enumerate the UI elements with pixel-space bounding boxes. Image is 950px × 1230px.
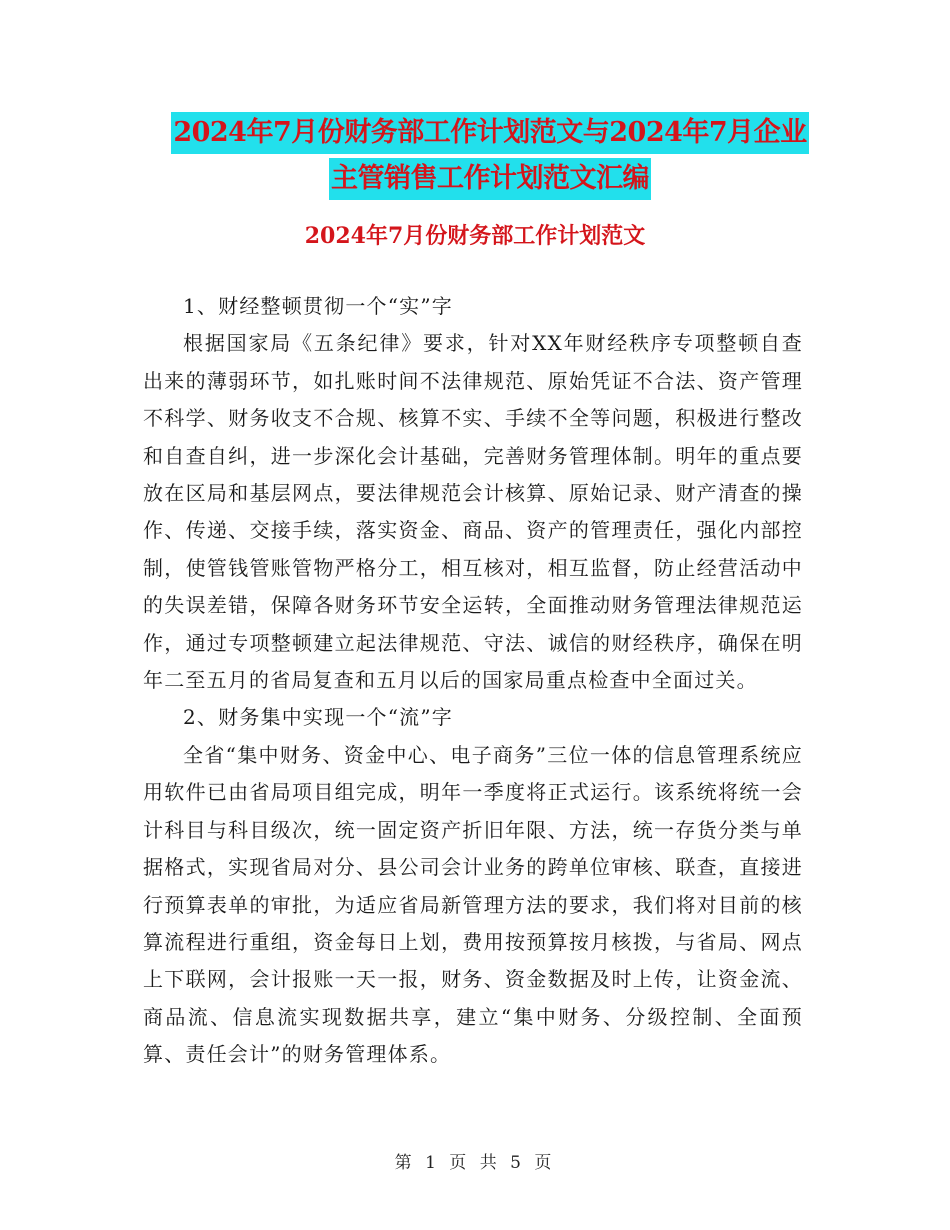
heading-1: 1、财经整顿贯彻一个“实”字 — [183, 294, 453, 318]
title-line-2: 主管销售工作计划范文汇编 — [329, 158, 651, 200]
document-title — [140, 112, 840, 200]
paragraph: 根据国家局《五条纪律》要求，针对XX年财经秩序专项整顿自查出来的薄弱环节，如扎账时间不法律规范、原始凭证不合法、资产管理不科学、财务收支不合规、核算不实、手续不全等问题，积极进行整改和自查自纠，进一步深化会计基础，完善财务管理体制。明年的重点要放在区局和基层网点，要法律规范会计核算、原始记录、财产清查的操作、传递、交接手续，落实资金、商品、资产的管理责任，强化内部控制，使管钱管账管物严格分工，相互核对，相互监督，防止经营活动中的失误差错，保障各财务环节安全运转，全面推动财务管理法律规范运作，通过专项整顿建立起法律规范、守法、诚信的财经秩序，确保在明年二至五月的省局复查和五月以后的国家局重点检查中全面过关。 — [143, 331, 803, 693]
heading-2: 2、财务集中实现一个“流”字 — [183, 705, 453, 730]
document-body — [143, 288, 803, 1074]
title-line-1: 2024年7月份财务部工作计划范文与2024年7月企业 — [171, 112, 808, 154]
paragraph: 全省“集中财务、资金中心、电子商务”三位一体的信息管理系统应用软件已由省局项目组完成，明年一季度将正式运行。该系统将统一会计科目与科目级次，统一固定资产折旧年限、方法，统一存货分类与单据格式，实现省局对分、县公司会计业务的跨单位审核、联查，直接进行预算表单的审批，为适应省局新管理方法的要求，我们将对目前的核算流程进行重组，资金每日上划，费用按预算按月核拨，与省局、网点上下联网，会计报账一天一报，财务、资金数据及时上传，让资金流、商品流、信息流实现数据共享，建立“集中财务、分级控制、全面预算、责任会计”的财务管理体系。 — [143, 742, 803, 1067]
page-footer: 第 1 页 共 5 页 — [394, 1153, 556, 1173]
section-title: 2024年7月份财务部工作计划范文 — [304, 223, 646, 249]
